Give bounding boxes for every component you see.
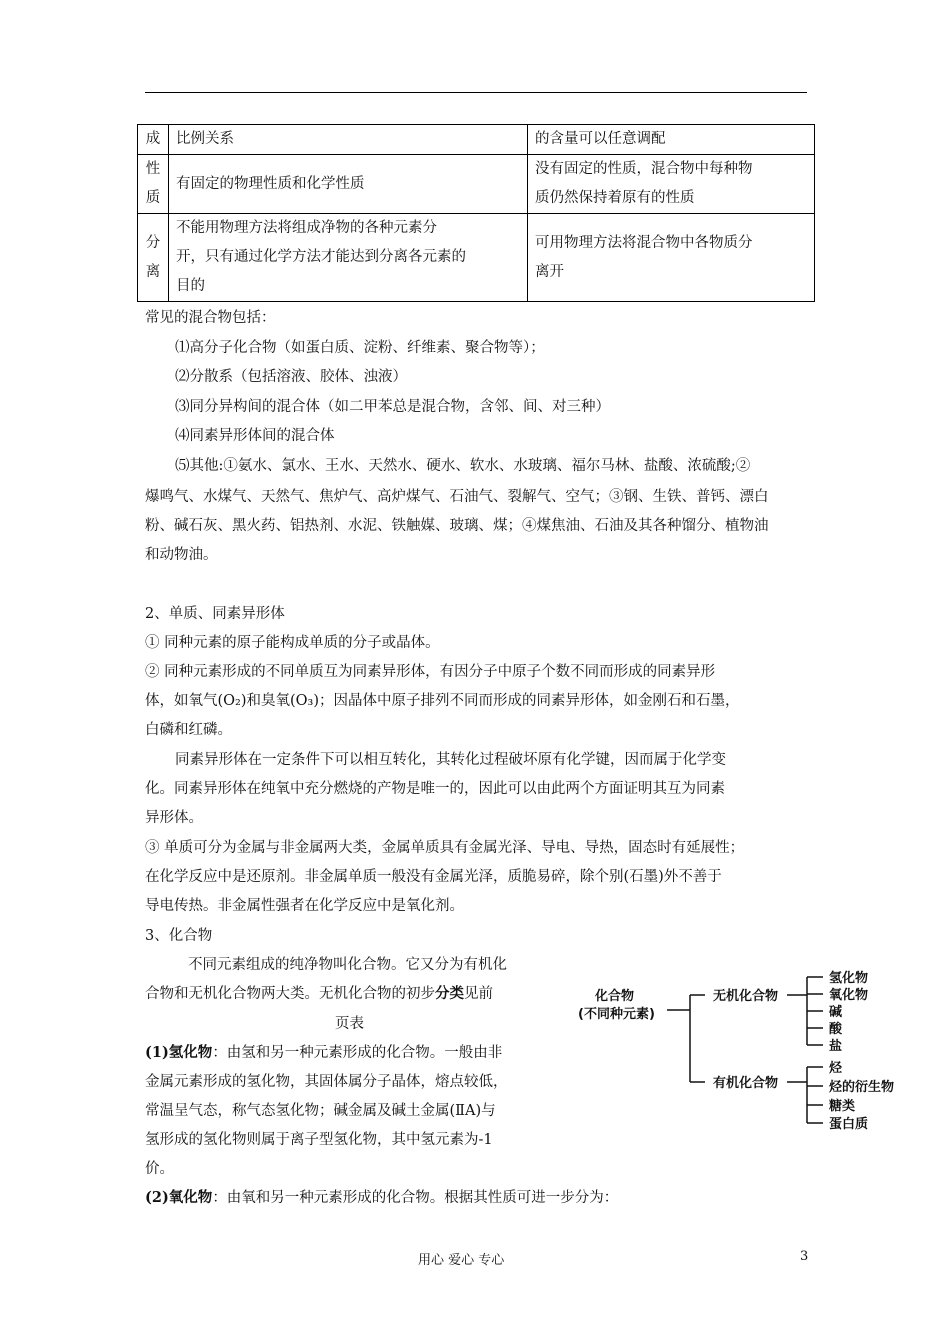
diagram-leaf: 烃的衍生物 bbox=[829, 1080, 895, 1095]
table-row bbox=[138, 214, 815, 302]
mixture-cell: 没有固定的性质，混合物中每种物 质仍然保持着原有的性质 bbox=[528, 155, 815, 214]
paragraph-cont: 体，如氧气(O₂)和臭氧(O₃)；因晶体中原子排列不同而形成的同素异形体，如金刚石和石墨， bbox=[145, 693, 740, 709]
paragraph: (1)氢化物：由氢和另一种元素形成的化合物。一般由非 bbox=[145, 1044, 503, 1061]
paragraph: ① 同种元素的原子能构成单质的分子或晶体。 bbox=[145, 635, 440, 651]
paragraph: ③ 单质可分为金属与非金属两大类，金属单质具有金属光泽、导电、导热，固态时有延展性； bbox=[145, 840, 745, 856]
diagram-inorganic: 无机化合物 bbox=[713, 989, 779, 1004]
diagram-leaf: 蛋白质 bbox=[829, 1117, 869, 1132]
pure-substance-cell: 不能用物理方法将组成净物的各种元素分 开，只有通过化学方法才能达到分离各元素的 目的 bbox=[169, 214, 528, 302]
table-row bbox=[138, 125, 815, 155]
paragraph: 不同元素组成的纯净物叫化合物。它又分为有机化 bbox=[188, 957, 507, 973]
table-row bbox=[138, 155, 815, 214]
pure-substance-cell: 比例关系 bbox=[169, 125, 528, 155]
diagram-leaf: 盐 bbox=[829, 1039, 843, 1054]
paragraph: ② 同种元素形成的不同单质互为同素异形体，有因分子中原子个数不同而形成的同素异形 bbox=[145, 664, 716, 680]
list-item: ⑷同素异形体间的混合体 bbox=[175, 428, 335, 444]
compound-classification-diagram bbox=[575, 965, 915, 1140]
mixture-cell: 的含量可以任意调配 bbox=[528, 125, 815, 155]
list-item: ⑸其他:①氨水、氯水、王水、天然水、硬水、软水、水玻璃、福尔马林、盐酸、浓硫酸;② bbox=[175, 458, 751, 474]
diagram-leaf: 氧化物 bbox=[829, 988, 869, 1003]
diagram-root: 化合物 bbox=[595, 989, 635, 1004]
paragraph-cont: 价。 bbox=[145, 1161, 174, 1177]
diagram-leaf: 氢化物 bbox=[829, 971, 869, 986]
paragraph-cont: 合物和无机化合物两大类。无机化合物的初步分类见前 bbox=[145, 985, 493, 1002]
list-item-cont: 爆鸣气、水煤气、天然气、焦炉气、高炉煤气、石油气、裂解气、空气；③钢、生铁、普钙、漂白 bbox=[145, 489, 769, 505]
paragraph-cont: 导电传热。非金属性强者在化学反应中是氧化剂。 bbox=[145, 898, 464, 914]
list-item: ⑶同分异构间的混合体（如二甲苯总是混合物，含邻、间、对三种） bbox=[175, 399, 610, 415]
diagram-organic: 有机化合物 bbox=[713, 1076, 779, 1091]
list-item-cont: 粉、碱石灰、黑火药、铝热剂、水泥、铁触媒、玻璃、煤；④煤焦油、石油及其各种馏分、植物油 bbox=[145, 518, 769, 534]
comparison-table bbox=[137, 124, 815, 302]
diagram-root-note: (不同种元素) bbox=[578, 1007, 655, 1022]
paragraph-cont: 常温呈气态，称气态氢化物；碱金属及碱土金属(ⅡA)与 bbox=[145, 1103, 496, 1119]
diagram-leaf: 酸 bbox=[829, 1022, 843, 1037]
diagram-leaf: 糖类 bbox=[829, 1099, 856, 1114]
section-2-title: 2、单质、同素异形体 bbox=[145, 606, 285, 622]
list-item-cont: 和动物油。 bbox=[145, 547, 218, 563]
paragraph: 同素异形体在一定条件下可以相互转化，其转化过程破坏原有化学键，因而属于化学变 bbox=[175, 752, 726, 768]
mixture-cell: 可用物理方法将混合物中各物质分 离开 bbox=[528, 214, 815, 302]
list-item: ⑴高分子化合物（如蛋白质、淀粉、纤维素、聚合物等）； bbox=[175, 340, 545, 356]
paragraph-cont: 金属元素形成的氢化物，其固体属分子晶体，熔点较低， bbox=[145, 1074, 508, 1090]
row-header: 性 质 bbox=[138, 155, 169, 214]
paragraph-cont: 白磷和红磷。 bbox=[145, 722, 232, 738]
paragraph-cont: 在化学反应中是还原剂。非金属单质一般没有金属光泽，质脆易碎，除个别(石墨)外不善于 bbox=[145, 869, 722, 885]
pure-substance-cell: 有固定的物理性质和化学性质 bbox=[169, 155, 528, 214]
mixtures-intro: 常见的混合物包括： bbox=[145, 310, 276, 326]
hydride-heading: (1)氢化物 bbox=[145, 1044, 213, 1061]
paragraph-cont: 页表 bbox=[335, 1016, 364, 1032]
page-number: 3 bbox=[800, 1249, 809, 1264]
header-rule bbox=[145, 92, 807, 93]
paragraph-cont: 氢形成的氢化物则属于离子型氢化物，其中氢元素为-1 bbox=[145, 1132, 493, 1148]
oxide-heading: (2)氧化物 bbox=[145, 1189, 213, 1206]
paragraph-cont: 异形体。 bbox=[145, 810, 203, 826]
row-header: 成 bbox=[138, 125, 169, 155]
paragraph-cont: 化。同素异形体在纯氧中充分燃烧的产物是唯一的，因此可以由此两个方面证明其互为同素 bbox=[145, 781, 725, 797]
section-3-title: 3、化合物 bbox=[145, 928, 213, 944]
list-item: ⑵分散系（包括溶液、胶体、浊液） bbox=[175, 369, 407, 385]
diagram-leaf: 碱 bbox=[829, 1005, 843, 1020]
footer-motto: 用心 爱心 专心 bbox=[418, 1253, 505, 1268]
diagram-leaf: 烃 bbox=[829, 1061, 843, 1076]
paragraph: (2)氧化物：由氧和另一种元素形成的化合物。根据其性质可进一步分为： bbox=[145, 1189, 619, 1206]
row-header: 分 离 bbox=[138, 214, 169, 302]
